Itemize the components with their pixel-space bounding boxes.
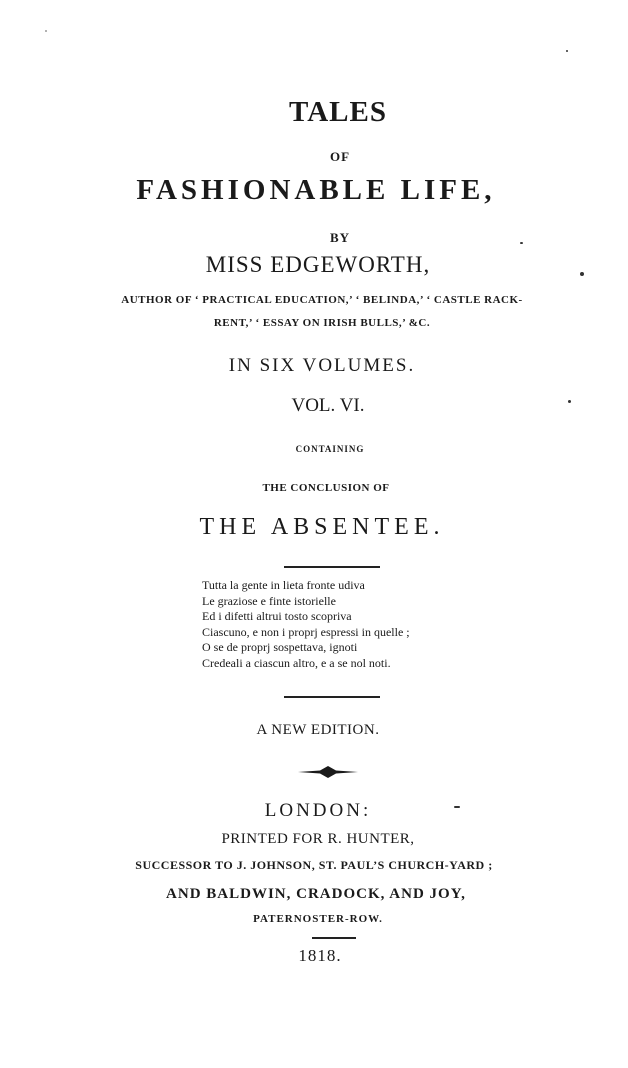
part-title: THE ABSENTEE. — [199, 514, 445, 540]
divider-rule-top — [284, 566, 380, 568]
by-line: BY — [329, 230, 351, 245]
epigraph-line: Credeali a ciascun altro, e a se nol noti. — [202, 655, 391, 670]
scan-speck — [454, 806, 460, 808]
scan-speck — [580, 272, 584, 276]
scan-speck — [45, 30, 47, 32]
epigraph-line: Ciascuno, e non i proprj espressi in quelle ; — [202, 624, 410, 639]
epigraph-line: O se de proprj sospettava, ignoti — [202, 640, 358, 654]
divider-rule-bottom — [284, 696, 380, 698]
scan-speck — [568, 400, 571, 403]
printers-ornament-icon — [296, 764, 360, 780]
imprint-successor: SUCCESSOR TO J. JOHNSON, ST. PAUL’S CHURCH-YARD ; — [135, 858, 493, 872]
imprint-street: PATERNOSTER-ROW. — [253, 913, 383, 925]
imprint-printed-for: PRINTED FOR R. HUNTER, — [221, 831, 415, 847]
conclusion-label: THE CONCLUSION OF — [262, 482, 390, 494]
edition-label: A NEW EDITION. — [256, 722, 380, 738]
imprint-year: 1818. — [298, 946, 342, 965]
containing-label: CONTAINING — [295, 444, 365, 454]
title-line-tales: TALES — [289, 96, 387, 128]
scan-speck — [520, 242, 523, 244]
title-line-fashionable-life: FASHIONABLE LIFE, — [136, 174, 496, 206]
title-line-of: OF — [329, 149, 351, 164]
volumes-count: IN SIX VOLUMES. — [228, 355, 416, 376]
imprint-city: LONDON: — [264, 800, 372, 821]
epigraph — [202, 578, 462, 671]
volume-number: VOL. VI. — [291, 395, 365, 416]
divider-rule-year — [312, 937, 356, 939]
scan-speck — [566, 50, 568, 52]
epigraph-line: Le graziose e finte istorielle — [202, 593, 336, 608]
author-name: MISS EDGEWORTH, — [205, 252, 431, 277]
imprint-publishers: AND BALDWIN, CRADOCK, AND JOY, — [166, 886, 466, 902]
author-works-line-1: AUTHOR OF ‘ PRACTICAL EDUCATION,’ ‘ BELINDA,’ ‘ CASTLE RACK- — [121, 294, 523, 306]
epigraph-line: Tutta la gente in lieta fronte udiva — [202, 578, 365, 592]
epigraph-line: Ed i difetti altrui tosto scopriva — [202, 609, 352, 623]
author-works-line-2: RENT,’ ‘ ESSAY ON IRISH BULLS,’ &C. — [213, 317, 431, 329]
